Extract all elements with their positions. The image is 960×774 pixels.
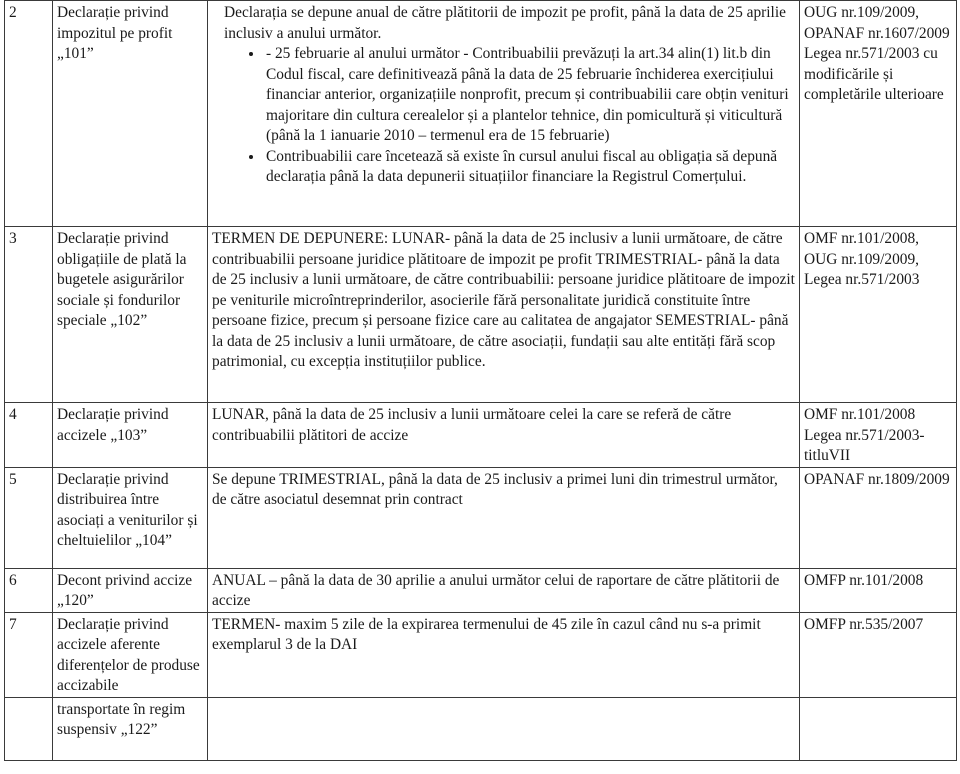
legal-basis: OMF nr.101/2008 Legea nr.571/2003-titluVII — [800, 403, 957, 468]
table-row — [5, 612, 957, 697]
declaration-name: Declarație privind distribuirea între asociați a veniturilor și cheltuielilor „104” — [53, 467, 208, 568]
legal-basis: OMFP nr.535/2007 — [800, 612, 957, 697]
table-row — [5, 467, 957, 568]
legal-basis: OUG nr.109/2009, OPANAF nr.1607/2009 Legea nr.571/2003 cu modificările și completările ulterioare — [800, 1, 957, 227]
declaration-name: Declarație privind accizele „103” — [53, 403, 208, 468]
row-number: 5 — [5, 467, 53, 568]
declaration-deadline: TERMEN DE DEPUNERE: LUNAR- până la data de 25 inclusiv a lunii următoare, de către contribuabilii persoane juridice plătitoare de impozit pe profit TRIMESTRIAL- până la data de 25 inclusiv a lunii următoare, de către contribuabilii: persoane juridice plătitoare de impozit pe veniturile microîntreprinderilor, asocierile fără personalitate juridică constituite între persoane fizice, precum și persoane fizice care au calitatea de angajator SEMESTRIAL- până la data de 25 inclusiv a lunii următoare, de către asociații, fundații sau alte entități fără scop patrimonial, cu excepția instituțiilor publice. — [208, 227, 800, 403]
declaration-name: transportate în regim suspensiv „122” — [53, 697, 208, 760]
declarations-table — [4, 0, 957, 761]
table-row — [5, 403, 957, 468]
declaration-deadline — [208, 1, 800, 227]
table-row — [5, 1, 957, 227]
legal-basis: OMFP nr.101/2008 — [800, 568, 957, 612]
row-number: 7 — [5, 612, 53, 697]
declaration-deadline: TERMEN- maxim 5 zile de la expirarea termenului de 45 zile în cazul când nu s-a primit exemplarul 3 de la DAI — [208, 612, 800, 697]
row-number — [5, 697, 53, 760]
legal-basis: OPANAF nr.1809/2009 — [800, 467, 957, 568]
deadline-lead-text: Declarația se depune anual de către plătitorii de impozit pe profit, până la data de 25 aprilie inclusiv a anului următor. — [224, 4, 786, 42]
declaration-name: Declarație privind accizele aferente diferențelor de produse accizabile — [53, 612, 208, 697]
table-row — [5, 568, 957, 612]
declaration-deadline: Se depune TRIMESTRIAL, până la data de 25 inclusiv a primei luni din trimestrul următor, de către asociatul desemnat prin contract — [208, 467, 800, 568]
legal-basis — [800, 697, 957, 760]
row-number: 4 — [5, 403, 53, 468]
deadline-bullet: • Contribuabilii care încetează să existe în cursul anului fiscal au obligația să depună declarația până la data depunerii situațiilor financiare la Registrul Comerțului. — [264, 147, 795, 188]
declaration-name: Declarație privind impozitul pe profit „101” — [53, 1, 208, 227]
table-row — [5, 227, 957, 403]
deadline-bullet: • - 25 februarie al anului următor - Contribuabilii prevăzuți la art.34 alin(1) lit.b din Codul fiscal, care definitivează până la data de 25 februarie închiderea exercițiului financiar anterior, organizațiile nonprofit, precum și contribuabilii care obțin venituri majoritare din cultura cerealelor și a plantelor tehnice, din pomicultură și viticultură (până la 1 ianuarie 2010 – termenul era de 15 februarie) — [264, 44, 795, 147]
row-number: 6 — [5, 568, 53, 612]
table-row — [5, 697, 957, 760]
declaration-deadline: LUNAR, până la data de 25 inclusiv a lunii următoare celei la care se referă de către contribuabilii plătitori de accize — [208, 403, 800, 468]
declaration-name: Declarație privind obligațiile de plată la bugetele asigurărilor sociale și fondurilor speciale „102” — [53, 227, 208, 403]
row-number: 3 — [5, 227, 53, 403]
legal-basis: OMF nr.101/2008, OUG nr.109/2009, Legea nr.571/2003 — [800, 227, 957, 403]
row-number: 2 — [5, 1, 53, 227]
deadline-bullet-list — [212, 44, 795, 188]
declaration-deadline — [208, 697, 800, 760]
declaration-deadline: ANUAL – până la data de 30 aprilie a anului următor celui de raportare de către plătitorii de accize — [208, 568, 800, 612]
declaration-name: Decont privind accize „120” — [53, 568, 208, 612]
